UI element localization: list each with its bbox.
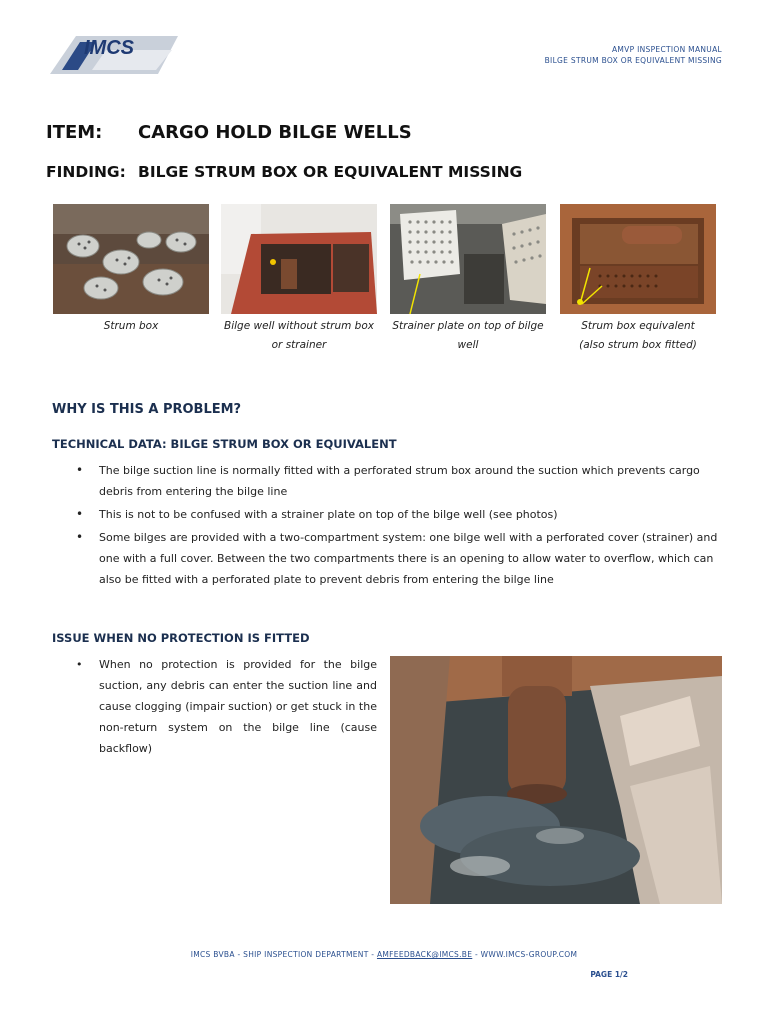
- photo-strum-box: [53, 204, 209, 314]
- photo-bilge-suction-debris: [390, 656, 722, 904]
- item-row: [46, 122, 412, 143]
- list-item: [72, 527, 718, 590]
- manual-name: AMVP INSPECTION MANUAL: [611, 45, 722, 54]
- bullet-dot-icon: •: [76, 507, 84, 521]
- header-info: [545, 44, 722, 66]
- bullet-dot-icon: •: [76, 658, 83, 671]
- page-number: PAGE 1/2: [590, 970, 628, 979]
- list-item: [72, 654, 377, 759]
- footer-company: IMCS BVBA - SHIP INSPECTION DEPARTMENT -: [190, 950, 377, 959]
- finding-value: BILGE STRUM BOX OR EQUIVALENT MISSING: [138, 163, 523, 181]
- imcs-logo: [48, 30, 188, 78]
- header-subject: BILGE STRUM BOX OR EQUIVALENT MISSING: [544, 56, 722, 65]
- caption-line1: Strainer plate on top of bilge: [392, 320, 544, 332]
- caption-line1: Bilge well without strum box: [224, 320, 374, 332]
- bullet-dot-icon: •: [76, 463, 84, 477]
- list-item: [72, 504, 718, 525]
- caption-strum-box: [51, 317, 211, 336]
- issue-heading: ISSUE WHEN NO PROTECTION IS FITTED: [52, 631, 310, 645]
- caption-line2: or strainer: [271, 339, 327, 351]
- caption-strum-box-equivalent: [558, 317, 718, 355]
- bullet-text: Some bilges are provided with a two-compartment system: one bilge well with a perforated cover (strainer) and one with a full cover. Between the two compartments there is an opening to allow water to overflow, which can also be fitted with a perforated plate to prevent debris from entering the bilge line: [99, 531, 718, 586]
- caption-line2: (also strum box fitted): [579, 339, 697, 351]
- why-heading: WHY IS THIS A PROBLEM?: [52, 402, 242, 417]
- logo-text: IMCS: [84, 37, 134, 59]
- footer-website: - WWW.IMCS-GROUP.COM: [472, 950, 578, 959]
- bullet-dot-icon: •: [76, 530, 84, 544]
- finding-row: [46, 163, 522, 181]
- caption-line1: Strum box equivalent: [581, 320, 695, 332]
- footer-email-link[interactable]: AMFEEDBACK@IMCS.BE: [376, 950, 473, 959]
- caption-line1: Strum box: [103, 320, 159, 332]
- caption-line2: well: [457, 339, 479, 351]
- bullet-text: The bilge suction line is normally fitted with a perforated strum box around the suction which prevents cargo debris from entering the bilge line: [99, 464, 700, 498]
- photo-bilge-well-empty: [221, 204, 377, 314]
- bullet-text: When no protection is provided for the bilge suction, any debris can enter the suction line and cause clogging (impair suction) or get stuck in the non-return system on the bilge line (cause backflow): [99, 658, 377, 755]
- technical-heading: TECHNICAL DATA: BILGE STRUM BOX OR EQUIVALENT: [52, 437, 397, 451]
- list-item: [72, 460, 718, 502]
- caption-strainer-plate: [388, 317, 548, 355]
- technical-bullet-list: [72, 460, 718, 592]
- footer: [0, 950, 768, 959]
- photo-strainer-plate: [390, 204, 546, 314]
- photo-strum-box-equivalent: [560, 204, 716, 314]
- issue-bullet-list: [72, 654, 377, 759]
- bullet-text: This is not to be confused with a strainer plate on top of the bilge well (see photos): [99, 508, 558, 521]
- caption-bilge-well-empty: [219, 317, 379, 355]
- item-label: ITEM:: [46, 122, 103, 143]
- finding-label: FINDING:: [46, 163, 126, 181]
- item-value: CARGO HOLD BILGE WELLS: [138, 122, 412, 143]
